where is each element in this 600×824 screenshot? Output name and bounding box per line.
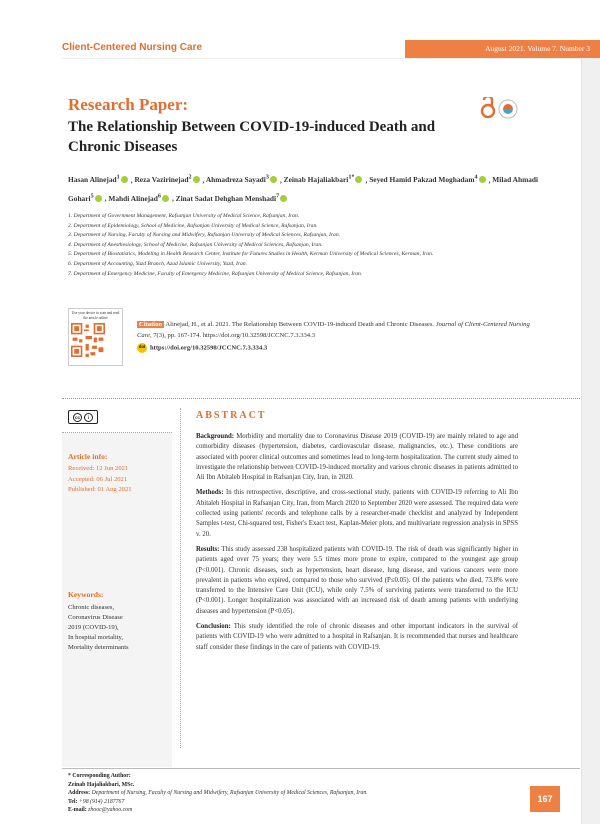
keyword: Coronavirus Disease <box>68 614 123 621</box>
author[interactable]: Hasan Alinejad$^1$ <box>68 175 120 185</box>
abstract-results: Results: This study assessed 238 hospitalized patients with COVID-19. The risk of death was significantly higher in patients aged over 75 years; they were 5.5 times more prone to expire, compared to the youngest age group (P<0.001). Chronic diseases, such as hypertension, heart disease, lung disease, and various cancers were more prevalent in patients who expired, compared to those who survived (P≤0.05). Of the patients who died, 73.8% were transferred to the Intensive Care Unit (ICU), while only 7.5% of surviving patients were transferred to the ICU (P<0.001). Longer hospitalization was associated with an increased risk of death among patients with underlying diseases and hypertension (P<0.05). <box>196 545 518 615</box>
right-margin-bar <box>581 58 600 824</box>
qr-code-box[interactable] <box>68 308 123 366</box>
orcid-icon[interactable] <box>479 176 486 183</box>
citation-label: Citation <box>139 321 163 328</box>
author[interactable]: Zinat Sadat Dehghan Menshadi$^7$ <box>175 193 280 203</box>
affiliation: 2. Department of Epidemiology, School of Medicine, Rafsanjan University of Medical Science, Rafsanjan, Iran. <box>68 222 318 229</box>
header-divider <box>62 58 580 59</box>
citation-details: , 7(3), pp. 167-174. https://doi.org/10.32598/JCCNC.7.3.334.3 <box>149 331 316 339</box>
corr-tel: +98 (914) 2187767 <box>77 798 125 805</box>
orcid-icon[interactable] <box>280 195 287 202</box>
citation-text: Alinejad, H., et al. 2021. The Relationship Between COVID-19-induced Death and Chronic Diseases. <box>164 321 436 328</box>
keywords-title: Keywords: <box>68 590 104 599</box>
citation <box>137 320 532 341</box>
affiliation: 7. Department of Emergency Medicine, Faculty of Emergency Medicine, Rafsanjan University of Medical Science, Rafsanjan, Iran. <box>68 270 363 277</box>
attribution-icon: i <box>84 413 93 422</box>
journal-name-part1: Client-Centered <box>62 42 140 53</box>
section-divider <box>62 398 580 399</box>
keyword: Chronic diseases, <box>68 604 115 611</box>
article-info-dates <box>68 464 132 496</box>
keyword: Mortality determinants <box>68 644 129 651</box>
keyword: 2019 (COVID-19), <box>68 624 119 631</box>
author-list: Hasan Alinejad$^1$ , Reza Vazirinejad$^2$ , Ahmadreza Sayadi$^3$ , Zeinab Hajaliakbari$^{1*}$ , Seyed Hamid Pakzad Moghadam$^4$ , Milad Ahmadi Gohari$^5$ , Mahdi Alinejad$^6$ , Zinat Sadat Dehghan Menshadi$^7$ <box>68 175 539 203</box>
corr-email[interactable]: zhooc@yahoo.com <box>86 807 133 814</box>
affiliation: 4. Department of Anesthesiology, School of Medicine, Rafsanjan University of Medical Sciences, Rafsanjan, Iran. <box>68 241 323 248</box>
affiliation: 3. Department of Nursing, Faculty of Nursing and Midwifery, Rafsanjan University of Medical Sciences, Rafsanjan, Iran. <box>68 232 341 239</box>
doi-row <box>137 343 267 353</box>
doi-link[interactable]: https://doi.org/10.32598/JCCNC.7.3.334.3 <box>150 344 268 352</box>
keywords-list <box>68 603 168 653</box>
accepted-date: Accepted: 06 Jul 2021 <box>68 475 128 483</box>
orcid-icon[interactable] <box>95 195 102 202</box>
orcid-icon[interactable] <box>355 176 362 183</box>
abstract-body <box>196 432 518 658</box>
author[interactable]: Ahmadreza Sayadi$^3$ <box>205 175 269 185</box>
issue-info: August 2021. Volume 7. Number 3 <box>405 40 600 58</box>
affiliations <box>68 212 548 279</box>
author[interactable]: Reza Vazirinejad$^2$ <box>134 175 192 185</box>
keyword: In hospital mortality, <box>68 634 124 641</box>
journal-name <box>62 42 202 53</box>
abstract-methods: Methods: In this retrospective, descriptive, and cross-sectional study, patients with COVID-19 referring to Ali Ibn Abitaleb Hospital in Rafsanjan City, Iran, from March 2020 to September 2020 were assessed. The required data were collected using patients' records and telephone calls by a researcher-made checklist and analyzed by Independent Samples t-test, Chi-squared test, Fisher's Exact test, Kaplan-Meier plots, and multivariate regression analysis in SPSS v. 20. <box>196 489 518 538</box>
paper-type: Research Paper: <box>68 95 189 114</box>
qr-caption: Use your device to scan and read the article online <box>71 311 120 320</box>
qr-code-icon <box>71 323 105 357</box>
abstract-background: Background: Morbidity and mortality due to Coronavirus Disease 2019 (COVID-19) are mainly related to age and comorbidity diseases (hypertension, diabetes, cardiovascular disease, malignancies, etc.). These conditions are associated with poorer clinical outcomes and sometimes lead to long-term hospitalization. The current study aimed to investigate the relationship between COVID-19-induced mortality and various chronic diseases in patients admitted to Ali Ibn Abitaleb Hospital in Rafsanjan City, Iran, in 2020. <box>196 433 518 482</box>
orcid-icon[interactable] <box>162 195 169 202</box>
paper-title: The Relationship Between COVID-19-induced Death and Chronic Diseases <box>68 119 436 155</box>
corr-address: Department of Nursing, Faculty of Nursing and Midwifery, Rafsanjan University of Medical Sciences, Rafsanjan, Iran. <box>90 790 368 797</box>
affiliation: 5. Department of Biostatistics, Modeling in Health Research Center, Institute for Futures Studies in Health, Kerman University of Medical Sciences, Kerman, Iran. <box>68 251 434 258</box>
author[interactable]: Zeinab Hajaliakbari$^{1*}$ <box>283 175 355 185</box>
crossmark-icon[interactable] <box>499 100 517 118</box>
journal-name-part2: Nursing Care <box>139 42 203 53</box>
open-access-crossmark-icons <box>480 97 520 121</box>
abstract-conclusion: Conclusion: This study identified the role of chronic diseases and other important indicators in the survival of patients with COVID-19 who were admitted to a hospital in Rafsanjan. It is recommended that nurses and healthcare staff consider these findings in the care of patients with COVID-19. <box>196 623 518 651</box>
abstract-divider <box>180 408 181 748</box>
corresponding-author: * Corresponding Author: Zeinab Hajaliakbari, MSc. Address: Department of Nursing, Faculty of Nursing and Midwifery, Rafsanjan University of Medical Sciences, Rafsanjan, Iran. Tel: +98 (914) 2187767 E-mail: zhooc@yahoo.com <box>68 773 368 814</box>
open-access-icon <box>482 97 494 117</box>
published-date: Published: 01 Aug 2021 <box>68 486 132 493</box>
abstract-heading: ABSTRACT <box>196 410 267 421</box>
article-info-title: Article info: <box>68 452 108 461</box>
affiliation: 6. Department of Accounting, Yazd Branch, Azad Islamic University, Yazd, Iran. <box>68 260 247 267</box>
received-date: Received: 12 Jun 2021 <box>68 465 129 472</box>
corr-name: Zeinab Hajaliakbari, MSc. <box>68 781 135 788</box>
cc-license-badge[interactable] <box>68 410 98 424</box>
footer-divider <box>62 768 580 769</box>
orcid-icon[interactable] <box>121 176 128 183</box>
doi-icon: doi <box>137 343 147 353</box>
cc-icon: cc <box>74 414 80 420</box>
citation-journal: Journal of Client-Centered Nursing Care <box>137 321 530 339</box>
orcid-icon[interactable] <box>270 176 277 183</box>
page-number: 167 <box>530 786 560 812</box>
author[interactable]: Mahdi Alinejad$^6$ <box>108 193 161 203</box>
affiliation: 1. Department of Government Management, Rafsanjan University of Medical Science, Rafsanjan, Iran. <box>68 213 300 219</box>
author[interactable]: Milad Ahmadi Gohari$^5$ <box>68 175 539 203</box>
author[interactable]: Seyed Hamid Pakzad Moghadam$^4$ <box>369 175 478 185</box>
orcid-icon[interactable] <box>193 176 200 183</box>
corr-title: * Corresponding Author: <box>68 773 131 779</box>
